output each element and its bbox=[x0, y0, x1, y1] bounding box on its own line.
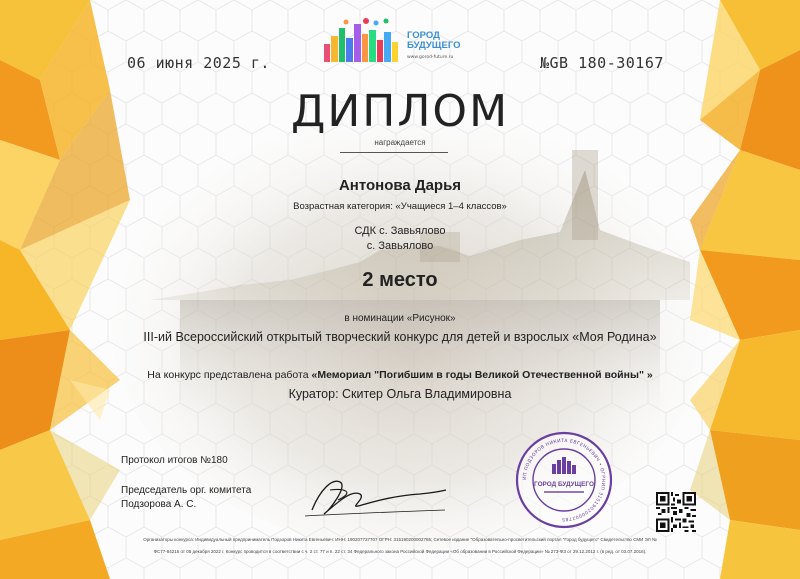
stamp-center-text: ГОРОД БУДУЩЕГО bbox=[534, 481, 594, 488]
title-divider bbox=[340, 152, 448, 153]
nomination: в номинации «Рисунок» bbox=[344, 313, 456, 324]
submitted-work bbox=[0, 369, 800, 381]
qr-code-icon bbox=[656, 492, 696, 532]
locality: с. Завьялово bbox=[366, 240, 434, 252]
chair-title: Председатель орг. комитета bbox=[121, 485, 252, 496]
footer-line-2: ФС77-84216 от 05 декабря 2022 г. Конкурс проводится в соответствии с ч. 2 ст. 77 и п. 22 ст. 34 Федерального закона Российской Федерации «Об образовании в Российской Федерации» № 273-ФЗ от 29.12.2012 г. (в ред. от 03.07.2016). bbox=[153, 549, 647, 554]
logo-name bbox=[407, 31, 487, 51]
signature-icon bbox=[300, 470, 450, 525]
work-title: «Мемориал "Погибшим в годы Великой Отечественной войны" » bbox=[311, 369, 653, 381]
diploma-title: ДИПЛОМ bbox=[290, 86, 510, 137]
work-prefix: На конкурс представлена работа bbox=[147, 369, 312, 381]
protocol-number: Протокол итогов №180 bbox=[121, 455, 228, 466]
stamp-ring-text: ИП ПОДЗОРОВ НИКИТА ЕВГЕНЬЕВИЧ • ОГРНИП 315190200002785 bbox=[522, 438, 606, 522]
stamp-icon bbox=[514, 430, 614, 530]
logo-site: www.gorod-future.ru bbox=[407, 55, 454, 60]
curator: Куратор: Скитер Ольга Владимировна bbox=[288, 387, 512, 401]
diploma-number: №GB 180-30167 bbox=[540, 54, 664, 72]
age-category: Возрастная категория: «Учащиеся 1–4 классов» bbox=[293, 201, 507, 212]
diploma-date: 06 июня 2025 г. bbox=[127, 54, 270, 72]
footer-line-1: Организаторы конкурса: Индивидуальный предприниматель Подзоров Никита Евгеньевич: ИНН: 190207737707 ОГРН: 315190200002785; Сетевое издание "Образовательно-просветительский портал "Город будущего" Свидетельство СМИ ЭЛ № bbox=[143, 537, 657, 542]
award-place: 2 место bbox=[362, 269, 438, 291]
chair-name: Подзорова А. С. bbox=[121, 499, 197, 510]
recipient-name: Антонова Дарья bbox=[338, 177, 462, 194]
logo-name-line1: ГОРОД bbox=[407, 30, 440, 41]
contest-name: III-ий Всероссийский открытый творческий конкурс для детей и взрослых «Моя Родина» bbox=[143, 330, 657, 344]
logo-name-line2: БУДУЩЕГО bbox=[407, 40, 461, 51]
organization: СДК с. Завьялово bbox=[354, 225, 446, 237]
awarded-label: награждается bbox=[374, 138, 426, 147]
